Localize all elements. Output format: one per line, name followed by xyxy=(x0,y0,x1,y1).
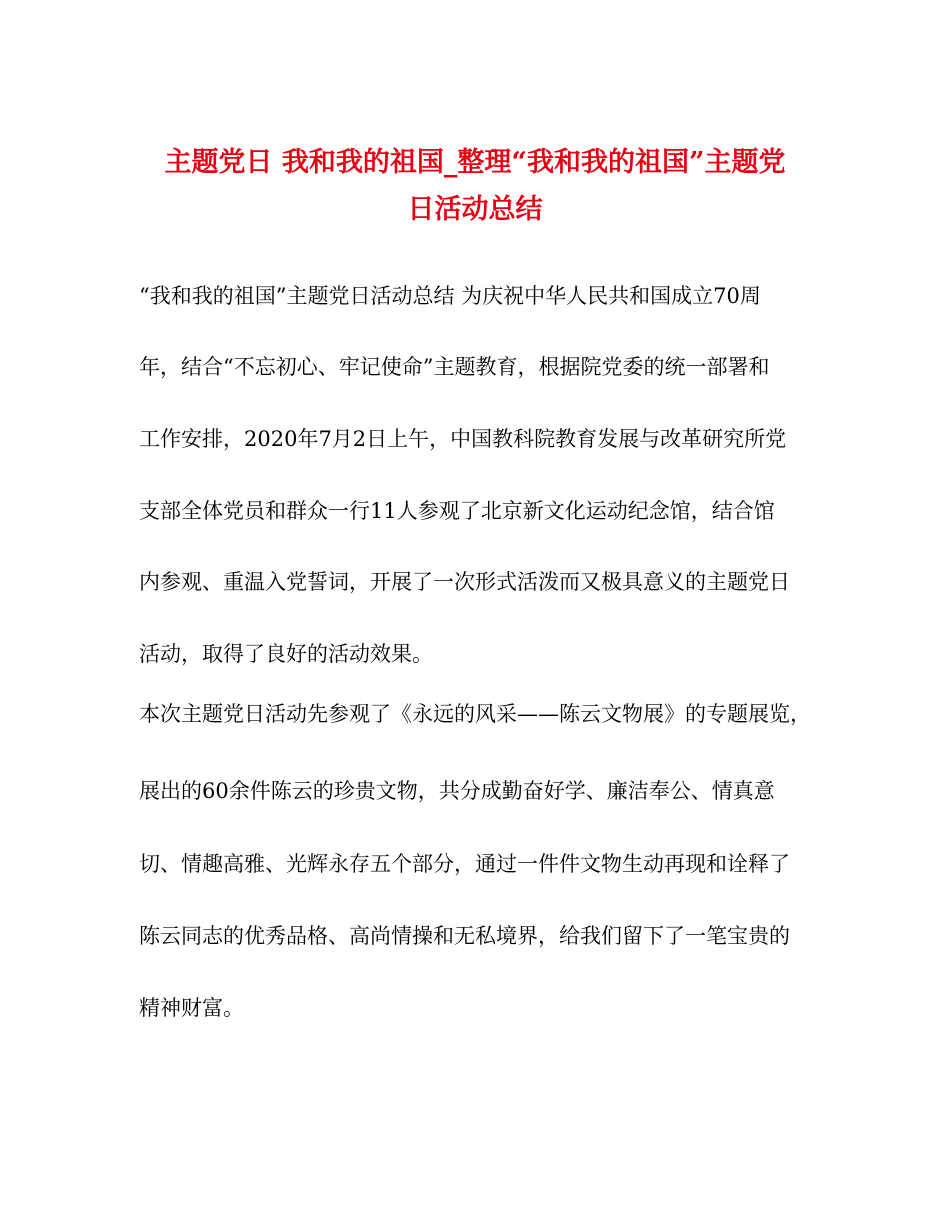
paragraph-2-line: 展出的60余件陈云的珍贵文物，共分成勤奋好学、廉洁奉公、情真意 xyxy=(139,779,775,803)
paragraph-1-line: 支部全体党员和群众一行11人参观了北京新文化运动纪念馆，结合馆 xyxy=(139,499,775,523)
paragraph-1-line: 工作安排，2020年7月2日上午，中国教科院教育发展与改革研究所党 xyxy=(139,427,787,451)
document-title-line-1: 主题党日 我和我的祖国_整理“我和我的祖国”主题党 xyxy=(164,147,786,178)
paragraph-1-line: 活动，取得了良好的活动效果。 xyxy=(139,642,433,666)
paragraph-2-line: 本次主题党日活动先参观了《永远的风采——陈云文物展》的专题展览， xyxy=(139,702,811,726)
document-title-line-2: 日活动总结 xyxy=(407,194,543,225)
paragraph-1-line: 内参观、重温入党誓词，开展了一次形式活泼而又极具意义的主题党日 xyxy=(139,570,790,594)
paragraph-1-line: 年，结合“不忘初心、牢记使命”主题教育，根据院党委的统一部署和 xyxy=(139,355,770,379)
paragraph-2-line: 精神财富。 xyxy=(139,996,244,1020)
paragraph-2-line: 切、情趣高雅、光辉永存五个部分，通过一件件文物生动再现和诠释了 xyxy=(139,852,790,876)
paragraph-2-line: 陈云同志的优秀品格、高尚情操和无私境界，给我们留下了一笔宝贵的 xyxy=(139,924,790,948)
paragraph-1-line: “我和我的祖国”主题党日活动总结 为庆祝中华人民共和国成立70周 xyxy=(139,284,761,308)
